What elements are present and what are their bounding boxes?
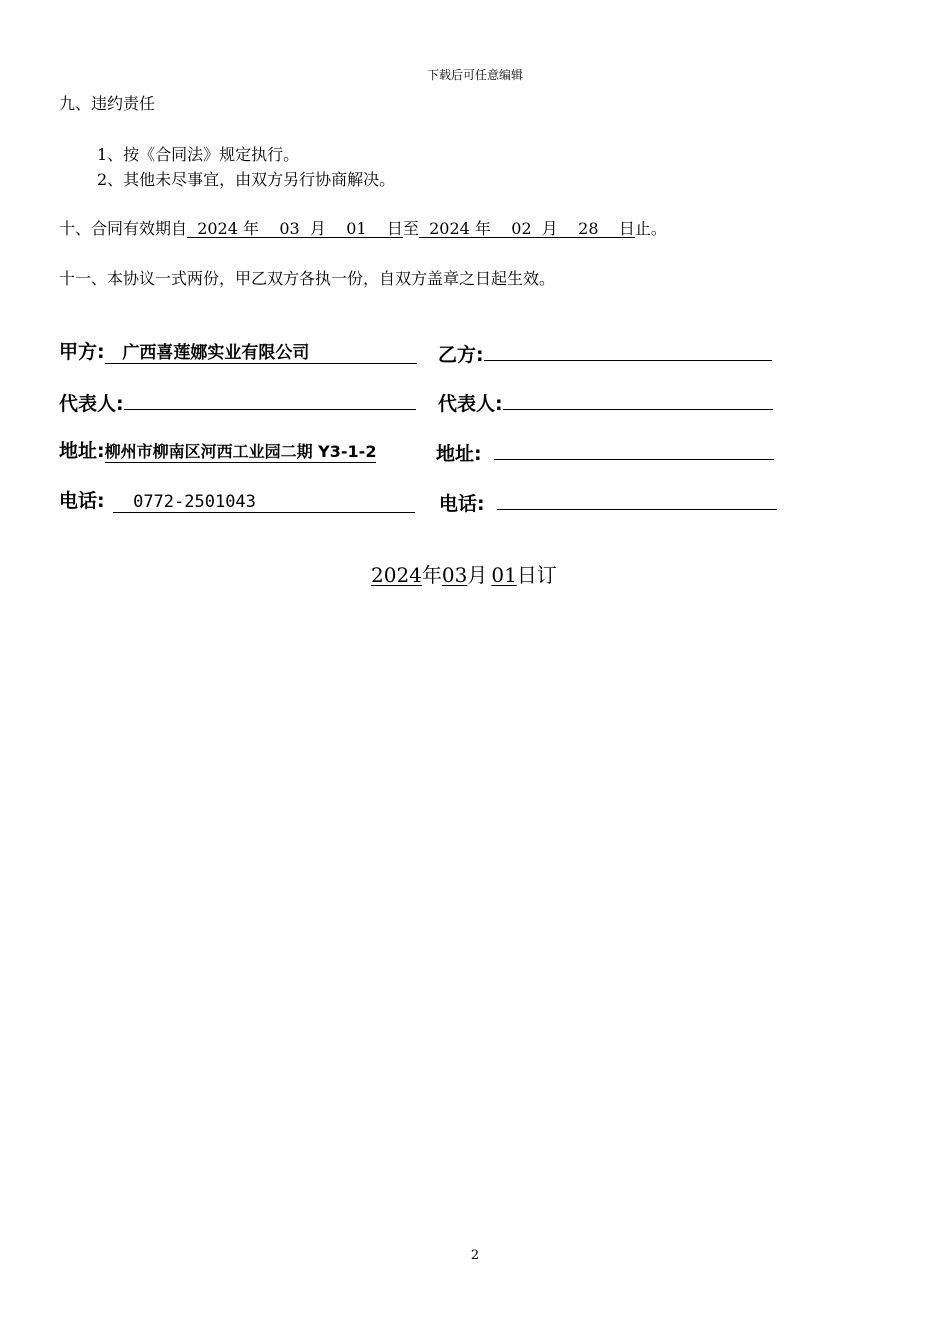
signing-year: 2024 [371, 563, 422, 587]
party-b-name-blank [484, 340, 772, 361]
party-a-phone-row [59, 489, 415, 513]
party-a-addr-label: 地址: [59, 440, 105, 462]
party-a-rep-label: 代表人: [59, 393, 124, 415]
signing-month-unit: 月 [467, 563, 488, 587]
section9-item2: 2、其他未尽事宜，由双方另行协商解决。 [97, 170, 396, 189]
section10-mid: 至 [402, 219, 419, 238]
validity-start-date: 2024 年 03 月 01 日 [187, 219, 403, 238]
section9-title: 九、违约责任 [59, 94, 156, 113]
section10-prefix: 十、合同有效期自 [59, 219, 188, 238]
party-b-rep-row [438, 389, 773, 416]
party-a-label: 甲方: [59, 341, 105, 363]
section10-suffix: 止。 [634, 219, 667, 238]
section10-validity [59, 219, 667, 239]
party-a-name: 广西喜莲娜实业有限公司 [105, 343, 417, 364]
page-number: 2 [470, 1248, 480, 1263]
section11-text: 十一、本协议一式两份，甲乙双方各执一份，自双方盖章之日起生效。 [59, 269, 556, 288]
signing-month: 03 [441, 563, 468, 587]
party-a-addr: 柳州市柳南区河西工业园二期 Y3-1-2 [104, 442, 377, 461]
header-note: 下载后可任意编辑 [426, 68, 523, 82]
party-a-phone: 0772-2501043 [113, 492, 415, 513]
party-b-addr-row [436, 439, 774, 466]
signing-date [371, 562, 557, 588]
party-b-rep-label: 代表人: [438, 393, 503, 415]
signing-year-unit: 年 [421, 563, 442, 587]
party-b-addr-label: 地址: [436, 443, 482, 465]
party-b-row [438, 340, 772, 367]
party-a-row [59, 340, 417, 364]
signing-day-unit: 日订 [516, 563, 557, 587]
signing-day: 01 [491, 563, 517, 587]
party-b-phone-label: 电话: [439, 493, 485, 515]
party-b-rep-blank [503, 389, 773, 410]
validity-end-date: 2024 年 02 月 28 日 [418, 219, 635, 238]
party-b-addr-blank [494, 439, 774, 460]
party-b-phone-blank [497, 489, 777, 510]
party-a-rep-row [59, 389, 416, 416]
party-b-label: 乙方: [438, 344, 484, 366]
party-b-phone-row [439, 489, 777, 516]
section9-item1: 1、按《合同法》规定执行。 [97, 145, 300, 164]
party-a-phone-label: 电话: [59, 490, 105, 512]
party-a-rep-blank [124, 389, 416, 410]
party-a-addr-row [59, 439, 376, 463]
